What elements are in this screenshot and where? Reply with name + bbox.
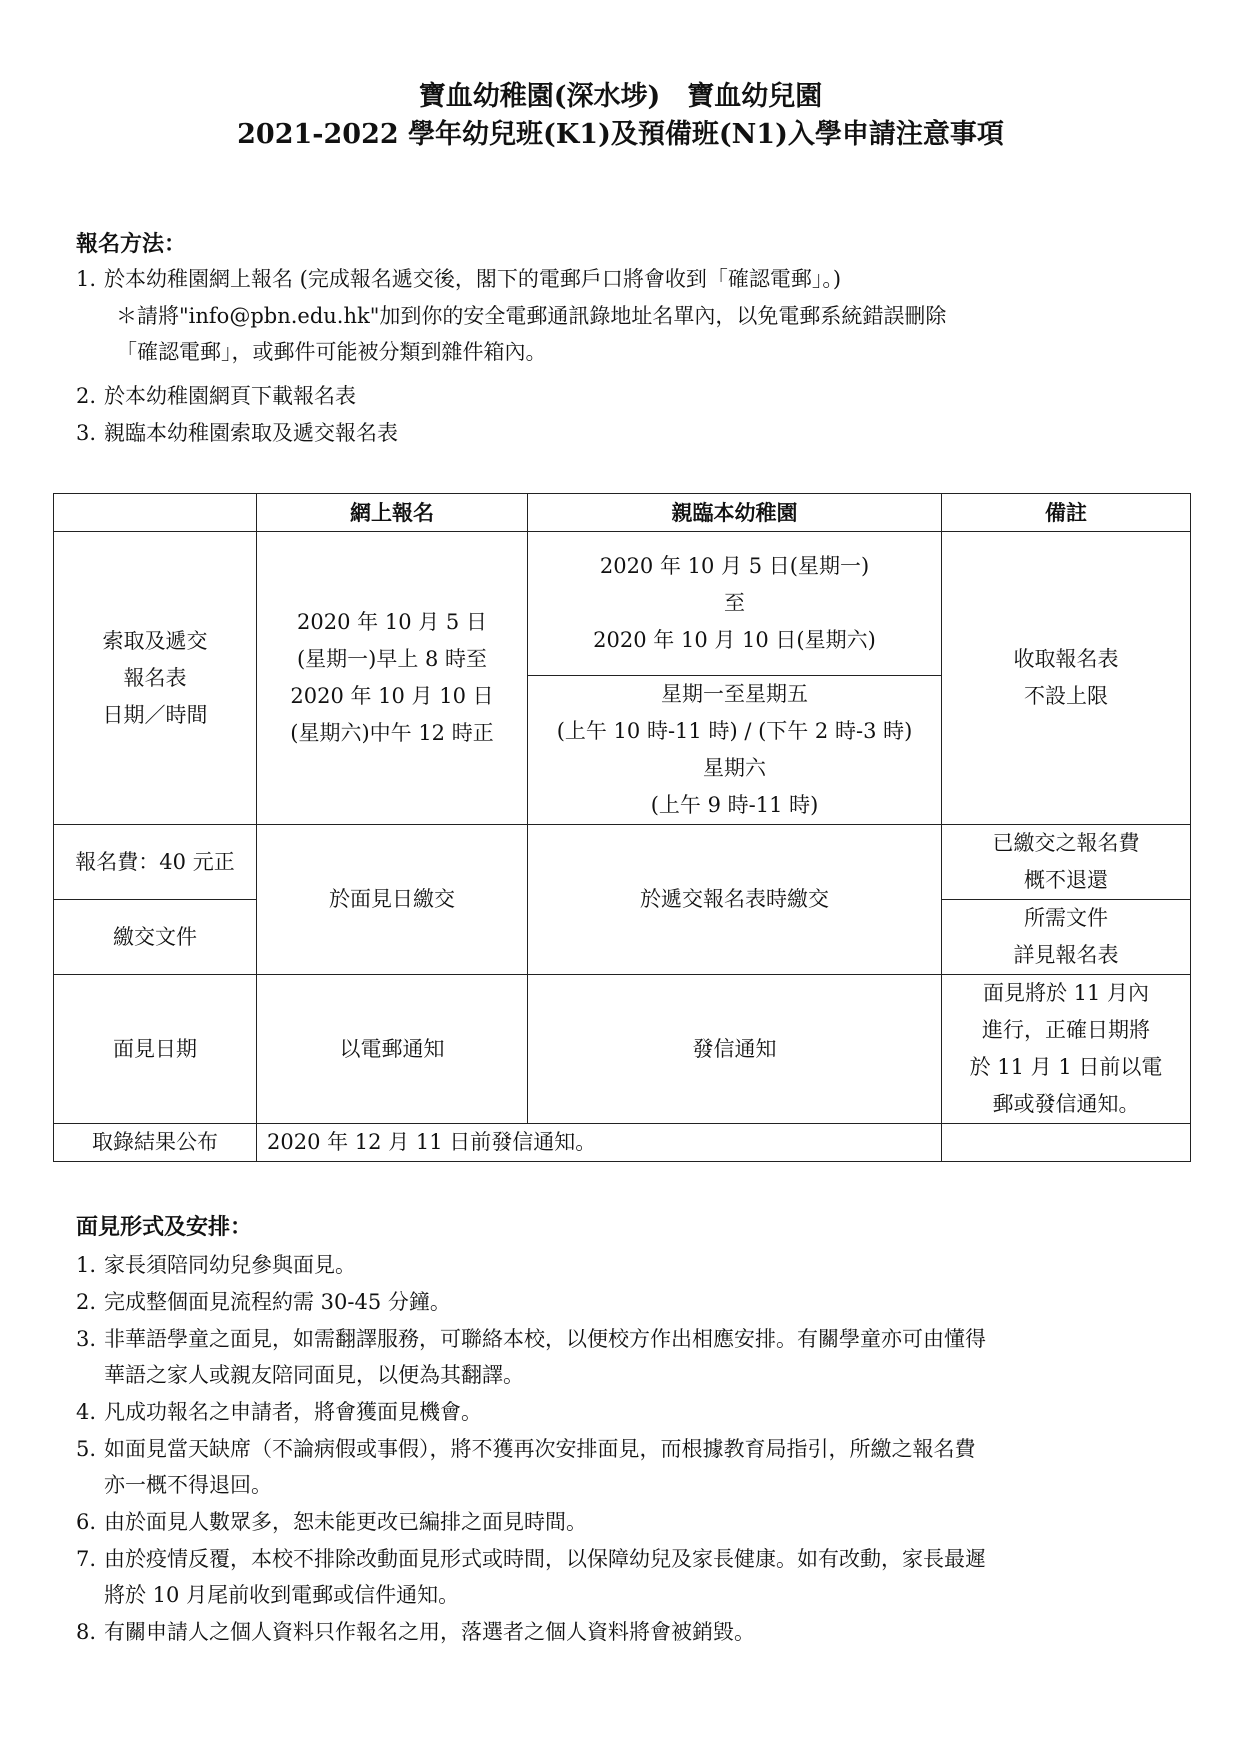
collect-remark-cell: 收取報名表 不設上限 xyxy=(942,532,1191,825)
registration-item-text: 於本幼稚園網上報名 (完成報名遞交後，閣下的電郵戶口將會收到「確認電郵」。) xyxy=(104,267,842,291)
interview-item-number: 5. xyxy=(76,1437,97,1461)
interview-item-text: 如面見當天缺席（不論病假或事假），將不獲再次安排面見，而根據教育局指引，所繳之報名費 xyxy=(104,1437,976,1461)
interview-item-number: 1. xyxy=(76,1253,97,1277)
table-header-row xyxy=(54,494,1191,532)
docs-remark-cell: 所需文件 詳見報名表 xyxy=(942,900,1191,975)
interview-item-text: 完成整個面見流程約需 30-45 分鐘。 xyxy=(104,1290,451,1314)
table-row xyxy=(54,1124,1191,1162)
result-value-cell: 2020 年 12 月 11 日前發信通知。 xyxy=(257,1124,942,1162)
interview-item-text: 非華語學童之面見，如需翻譯服務，可聯絡本校，以便校方作出相應安排。有關學童亦可由懂得 xyxy=(104,1327,986,1351)
interview-online-cell: 以電郵通知 xyxy=(257,975,528,1124)
table-header-cell xyxy=(54,494,257,532)
table-header-online: 網上報名 xyxy=(257,494,528,532)
fee-remark-cell: 已繳交之報名費 概不退還 xyxy=(942,825,1191,900)
email-note-text: ＊請將"info@pbn.edu.hk"加到你的安全電郵通訊錄地址名單內，以免電郵系統錯誤刪除 xyxy=(116,304,947,328)
fee-label-cell: 報名費：40 元正 xyxy=(54,825,257,900)
registration-item-number: 3. xyxy=(76,421,97,445)
interview-item-text: 有關申請人之個人資料只作報名之用，落選者之個人資料將會被銷毀。 xyxy=(104,1620,755,1644)
interview-item-text: 由於疫情反覆，本校不排除改動面見形式或時間，以保障幼兒及家長健康。如有改動，家長最遲 xyxy=(104,1547,986,1571)
collect-label-cell: 索取及遞交 報名表 日期／時間 xyxy=(54,532,257,825)
fee-docs-online-cell: 於面見日繳交 xyxy=(257,825,528,975)
document-title-line2: 2021-2022 學年幼兒班(K1)及預備班(N1)入學申請注意事項 xyxy=(237,119,1004,150)
table-header-remark: 備註 xyxy=(942,494,1191,532)
interview-item-number: 3. xyxy=(76,1327,97,1351)
interview-item-number: 2. xyxy=(76,1290,97,1314)
result-label-cell: 取錄結果公布 xyxy=(54,1124,257,1162)
interview-remark-cell: 面見將於 11 月內 進行，正確日期將 於 11 月 1 日前以電 郵或發信通知。 xyxy=(942,975,1191,1124)
interview-item-text: 亦一概不得退回。 xyxy=(104,1473,272,1497)
table-header-inperson: 親臨本幼稚園 xyxy=(528,494,942,532)
interview-item-number: 8. xyxy=(76,1620,97,1644)
document-title-line1: 寶血幼稚園(深水埗) 寶血幼兒園 xyxy=(418,81,823,112)
registration-heading: 報名方法： xyxy=(76,231,187,257)
interview-item-text: 將於 10 月尾前收到電郵或信件通知。 xyxy=(104,1583,460,1607)
table-row xyxy=(54,532,1191,676)
interview-item-number: 7. xyxy=(76,1547,97,1571)
interview-item-text: 家長須陪同幼兒參與面見。 xyxy=(104,1253,356,1277)
table-row xyxy=(54,975,1191,1124)
registration-item-text: 親臨本幼稚園索取及遞交報名表 xyxy=(104,421,398,445)
interview-item-number: 4. xyxy=(76,1400,97,1424)
docs-label-cell: 繳交文件 xyxy=(54,900,257,975)
collect-inperson-times-cell: 星期一至星期五 (上午 10 時-11 時) / (下午 2 時-3 時) 星期六 (上午 9 時-11 時) xyxy=(528,676,942,825)
interview-label-cell: 面見日期 xyxy=(54,975,257,1124)
collect-online-cell: 2020 年 10 月 5 日 (星期一)早上 8 時至 2020 年 10 月 10 日 (星期六)中午 12 時正 xyxy=(257,532,528,825)
result-remark-cell xyxy=(942,1124,1191,1162)
table-row xyxy=(54,825,1191,900)
collect-inperson-dates-cell: 2020 年 10 月 5 日(星期一) 至 2020 年 10 月 10 日(星期六) xyxy=(528,532,942,676)
interview-heading: 面見形式及安排： xyxy=(76,1214,253,1240)
interview-inperson-cell: 發信通知 xyxy=(528,975,942,1124)
registration-item-number: 1. xyxy=(76,267,97,291)
fee-docs-inperson-cell: 於遞交報名表時繳交 xyxy=(528,825,942,975)
interview-item-text: 華語之家人或親友陪同面見，以便為其翻譯。 xyxy=(104,1363,524,1387)
interview-item-text: 凡成功報名之申請者，將會獲面見機會。 xyxy=(104,1400,482,1424)
interview-item-text: 由於面見人數眾多，恕未能更改已編排之面見時間。 xyxy=(104,1510,587,1534)
admission-info-table xyxy=(53,493,1191,1162)
email-note-text-cont: 「確認電郵」，或郵件可能被分類到雜件箱內。 xyxy=(116,340,547,364)
registration-item-text: 於本幼稚園網頁下載報名表 xyxy=(104,384,356,408)
registration-item-number: 2. xyxy=(76,384,97,408)
interview-item-number: 6. xyxy=(76,1510,97,1534)
